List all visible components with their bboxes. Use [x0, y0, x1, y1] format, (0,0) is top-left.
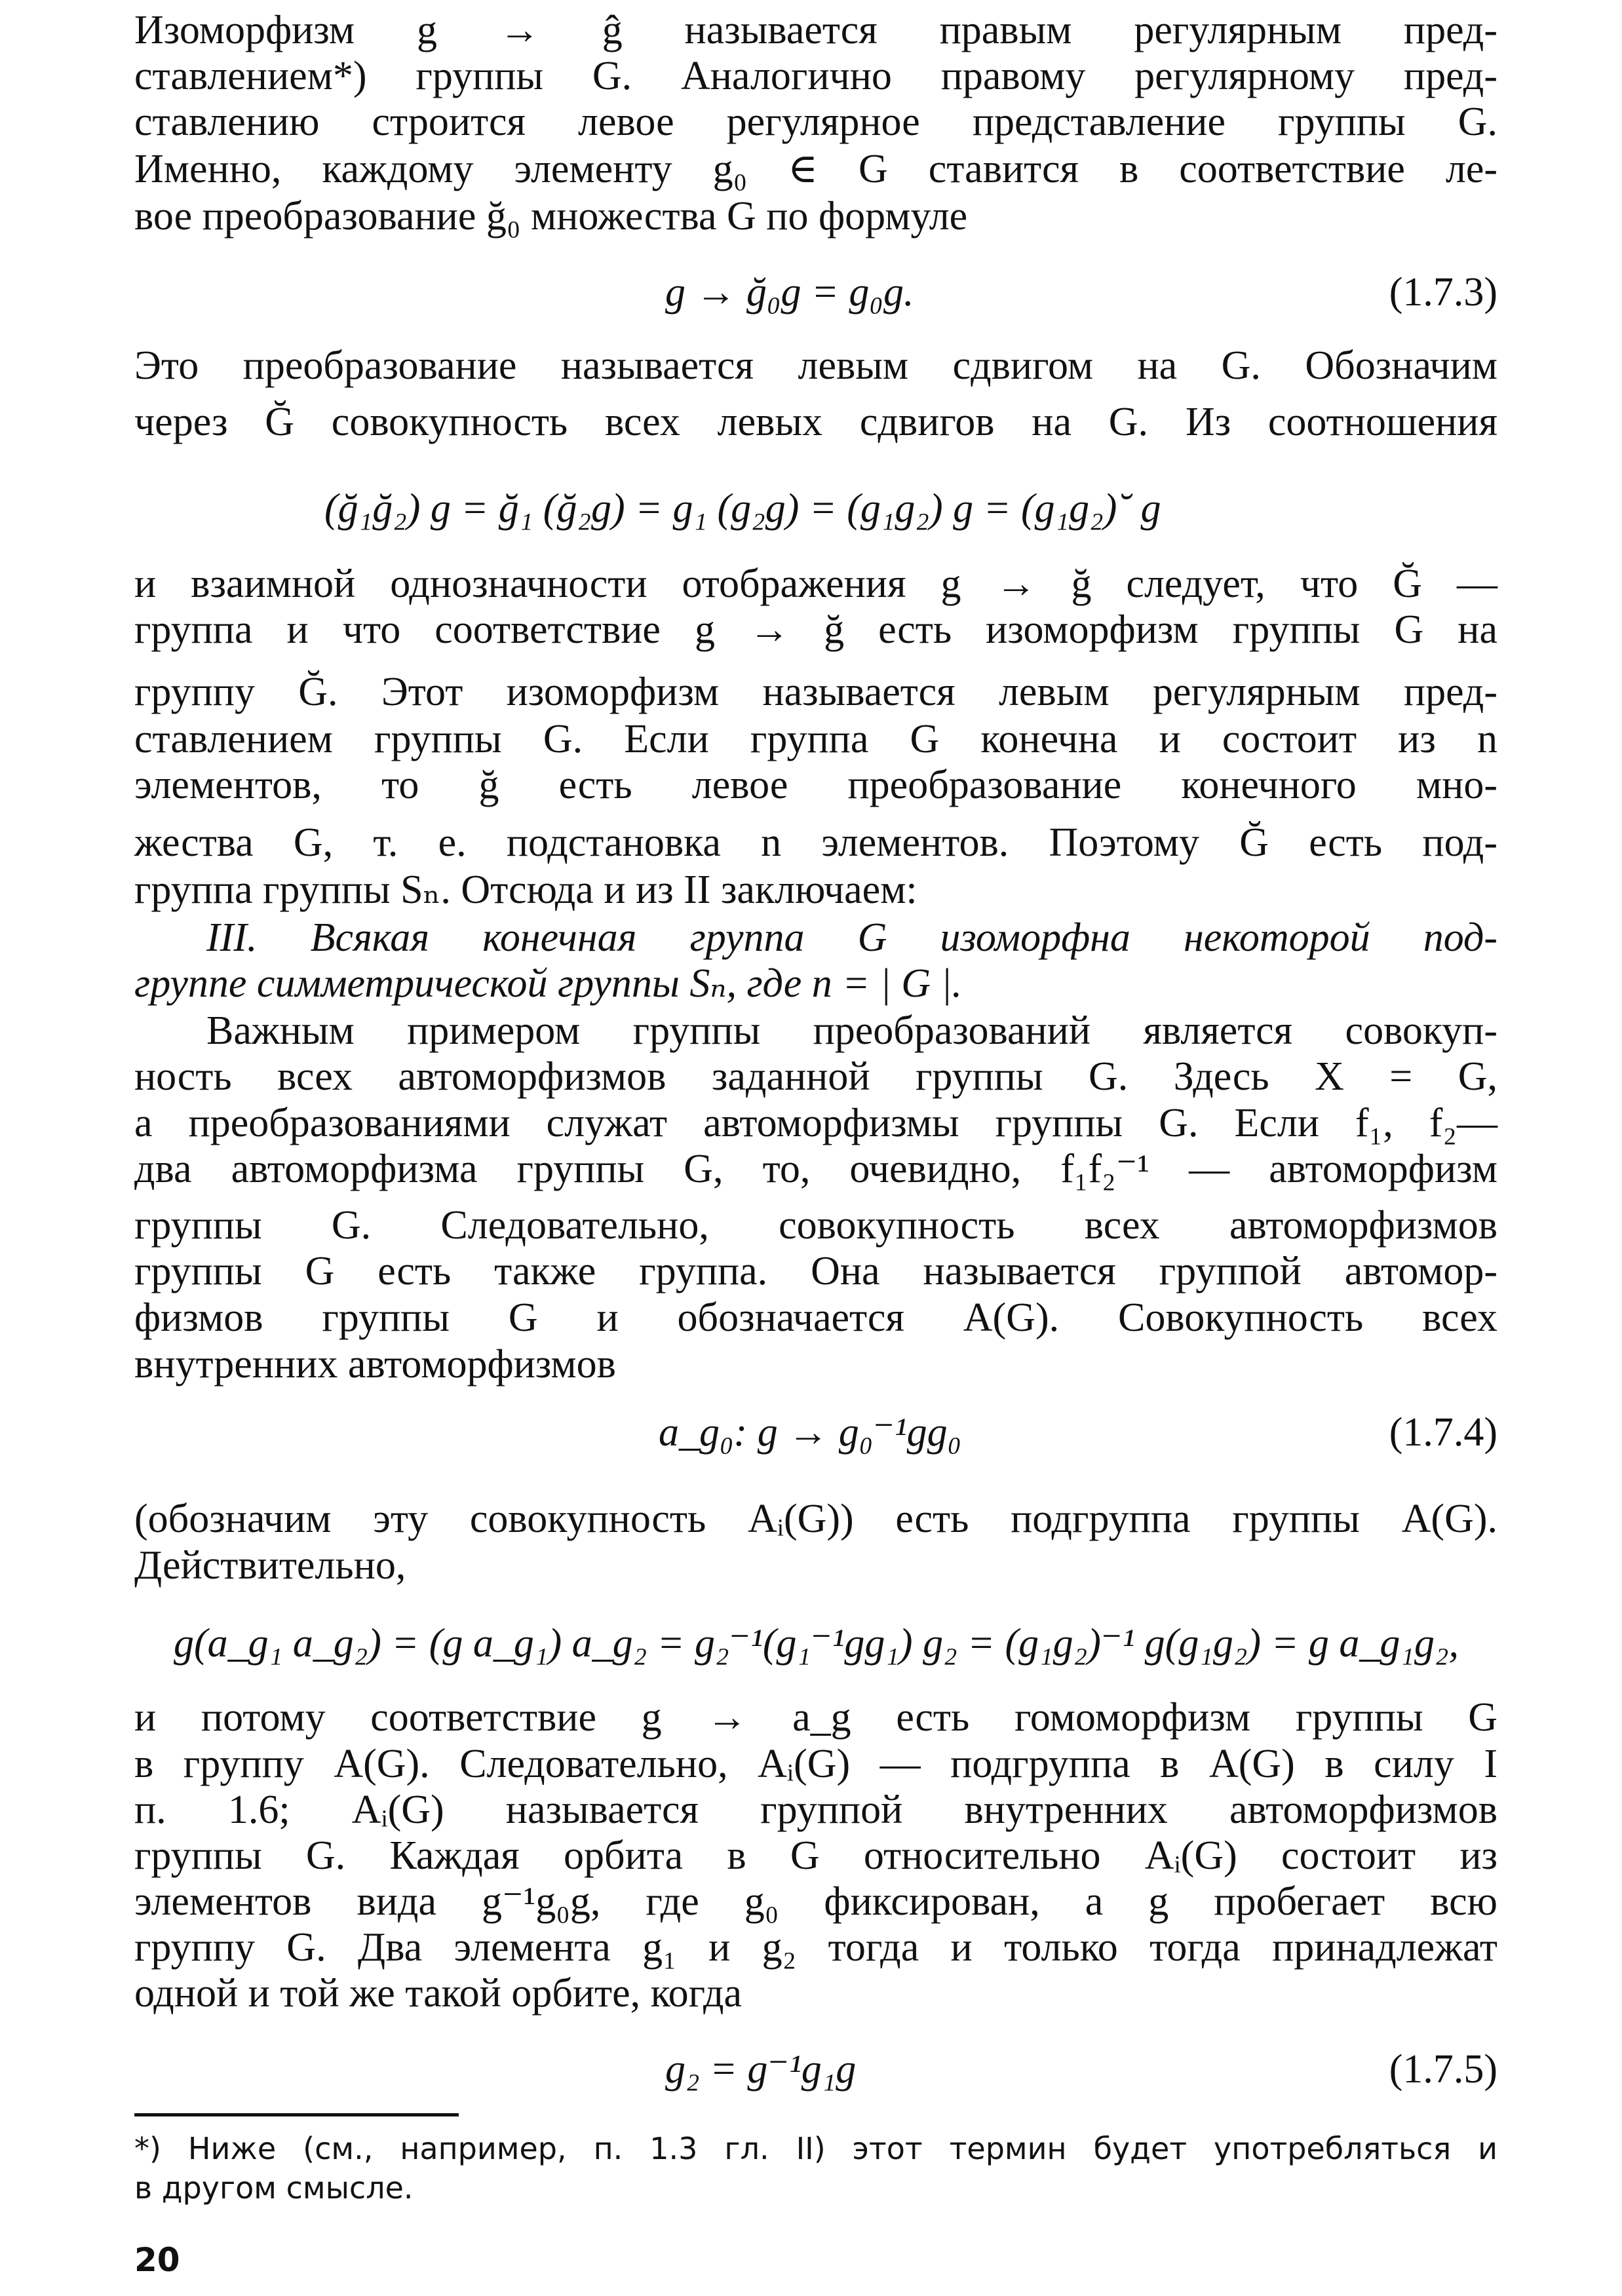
footnote-rule [134, 2113, 459, 2116]
text-line: группу Ğ. Этот изоморфизм называется левым регулярным пред- [134, 670, 1497, 714]
equation-number: (1.7.5) [1389, 2047, 1497, 2092]
text-line: элементов вида g⁻¹g₀g, где g₀ фиксирован, а g пробегает всю [134, 1879, 1497, 1924]
text-line: два автоморфизма группы G, то, очевидно, f₁f₂⁻¹ — автоморфизм [134, 1147, 1497, 1191]
text-line: п. 1.6; Aᵢ(G) называется группой внутренних автоморфизмов [134, 1788, 1497, 1832]
text-line: ставлением группы G. Если группа G конечна и состоит из n [134, 717, 1497, 761]
text-line: а преобразованиями служат автоморфизмы группы G. Если f₁, f₂— [134, 1101, 1497, 1145]
equation-1-7-4: a_g₀: g → g₀⁻¹gg₀ [659, 1410, 962, 1455]
text-line: вое преобразование ğ₀ множества G по формуле [134, 194, 968, 239]
equation-left-shift: (ğ₁ğ₂) g = ğ₁ (ğ₂g) = g₁ (g₂g) = (g₁g₂) g = (g₁g₂)˘ g [324, 486, 1161, 531]
text-line: группа и что соответствие g → ğ есть изоморфизм группы G на [134, 607, 1497, 652]
footnote-line: в другом смысле. [134, 2170, 414, 2206]
text-line: одной и той же такой орбите, когда [134, 1971, 743, 2016]
text-line: ность всех автоморфизмов заданной группы G. Здесь X = G, [134, 1054, 1497, 1099]
text-line: через Ğ совокупность всех левых сдвигов на G. Из соотношения [134, 400, 1497, 444]
text-line: Изоморфизм g → ĝ называется правым регулярным пред- [134, 8, 1497, 52]
equation-number: (1.7.3) [1389, 270, 1497, 315]
text-line: и взаимной однозначности отображения g → ğ следует, что Ğ — [134, 562, 1497, 606]
text-line: группа группы Sₙ. Отсюда и из II заключаем: [134, 868, 917, 912]
text-line: группы G. Каждая орбита в G относительно Aᵢ(G) состоит из [134, 1833, 1497, 1878]
text-line: группу G. Два элемента g₁ и g₂ тогда и только тогда принадлежат [134, 1925, 1497, 1970]
text-line: физмов группы G и обозначается A(G). Совокупность всех [134, 1295, 1497, 1340]
text-line: ставлением*) группы G. Аналогично правому регулярному пред- [134, 54, 1497, 98]
text-line: Это преобразование называется левым сдвигом на G. Обозначим [134, 343, 1497, 388]
text-line: внутренних автоморфизмов [134, 1342, 616, 1387]
page-number: 20 [134, 2241, 180, 2279]
text-line: жества G, т. е. подстановка n элементов. Поэтому Ğ есть под- [134, 820, 1497, 865]
text-line: Именно, каждому элементу g₀ ∈ G ставится в соответствие ле- [134, 147, 1497, 191]
theorem-line: III. Всякая конечная группа G изоморфна некоторой под- [206, 915, 1497, 960]
footnote-line: *) Ниже (см., например, п. 1.3 гл. II) этот термин будет употребляться и [134, 2131, 1497, 2166]
text-line: Действительно, [134, 1543, 406, 1588]
text-line: группы G. Следовательно, совокупность всех автоморфизмов [134, 1203, 1497, 1248]
text-line: ставлению строится левое регулярное представление группы G. [134, 100, 1497, 144]
equation-number: (1.7.4) [1389, 1410, 1497, 1455]
equation-1-7-5: g₂ = g⁻¹g₁g [665, 2047, 857, 2092]
text-line: и потому соответствие g → a_g есть гомоморфизм группы G [134, 1695, 1497, 1740]
equation-1-7-3: g → ğ₀g = g₀g. [665, 270, 914, 315]
text-line: (обозначим эту совокупность Aᵢ(G)) есть подгруппа группы A(G). [134, 1497, 1497, 1541]
equation-homomorphism: g(a_g₁ a_g₂) = (g a_g₁) a_g₂ = g₂⁻¹(g₁⁻¹gg₁) g₂ = (g₁g₂)⁻¹ g(g₁g₂) = g a_g₁g₂, [174, 1621, 1459, 1666]
text-line: элементов, то ğ есть левое преобразование конечного мно- [134, 763, 1497, 807]
text-line: в группу A(G). Следовательно, Aᵢ(G) — подгруппа в A(G) в силу I [134, 1742, 1497, 1786]
text-line: Важным примером группы преобразований является совокуп- [206, 1008, 1497, 1053]
theorem-line: группе симметрической группы Sₙ, где n = | G |. [134, 961, 963, 1006]
text-line: группы G есть также группа. Она называется группой автомор- [134, 1249, 1497, 1293]
